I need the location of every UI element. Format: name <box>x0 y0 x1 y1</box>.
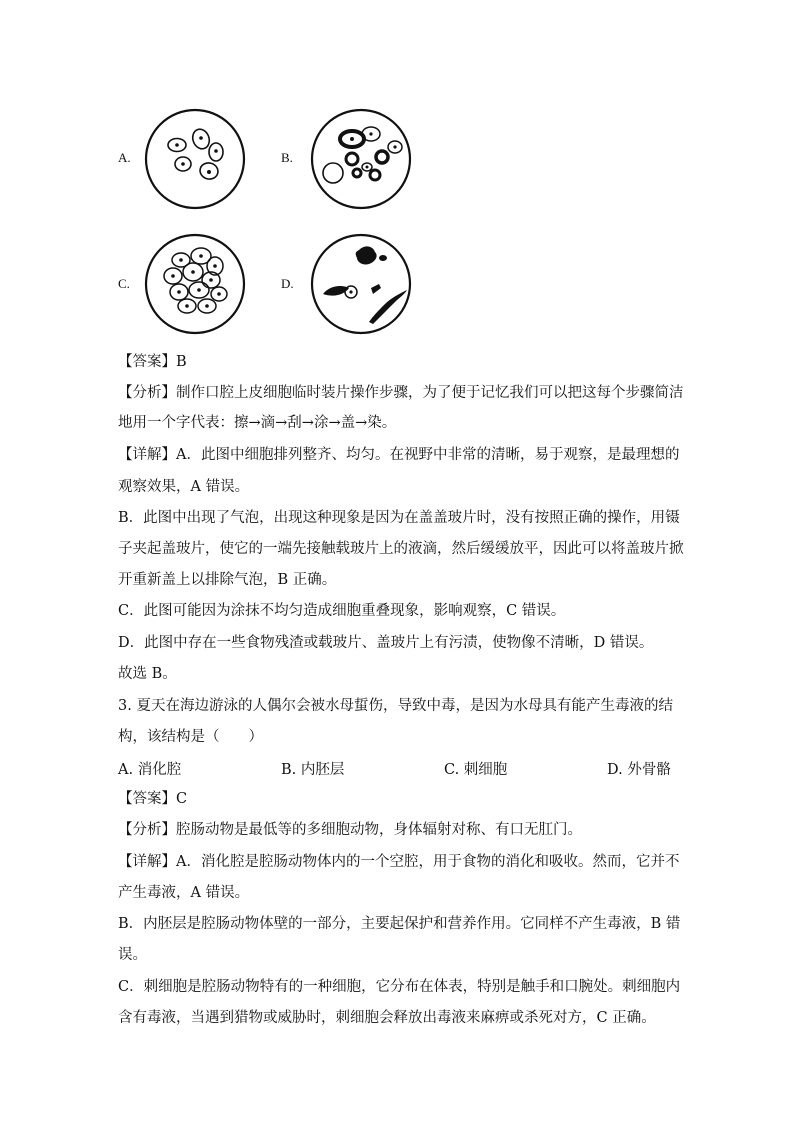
q2-detail-d: D．此图中存在一些食物残渣或载玻片、盖玻片上有污渍，使物像不清晰，D 错误。 <box>118 635 654 651</box>
q3-stem-line-1: 3. 夏天在海边游泳的人偶尔会被水母蜇伤，导致中毒，是因为水母具有能产生毒液的结 <box>118 698 673 714</box>
q3-choice-d: D. 外骨骼 <box>607 762 671 778</box>
q2-detail-c: C．此图可能因为涂抹不均匀造成细胞重叠现象，影响观察，C 错误。 <box>118 603 566 619</box>
q3-detail-b-line-1: B．内胚层是腔肠动物体壁的一部分，主要起保护和营养作用。它同样不产生毒液，B 错 <box>118 916 681 932</box>
option-a-label: A. <box>118 150 131 165</box>
microscope-view-d <box>309 232 413 336</box>
q3-detail-c-line-2: 含有毒液，当遇到猎物或威胁时，刺细胞会释放出毒液来麻痹或杀死对方，C 正确。 <box>118 1010 656 1026</box>
q3-stem-line-2: 构，该结构是（ ） <box>118 729 263 745</box>
q2-answer: 【答案】B <box>118 354 187 370</box>
q2-analysis-line-2: 地用一个字代表：擦→滴→刮→涂→盖→染。 <box>118 415 397 431</box>
q3-analysis: 【分析】腔肠动物是最低等的多细胞动物，身体辐射对称、有口无肛门。 <box>118 822 582 838</box>
q2-conclusion: 故选 B。 <box>118 666 177 682</box>
q3-detail-a-line-2: 产生毒液，A 错误。 <box>118 885 250 901</box>
microscope-view-a <box>143 107 247 211</box>
q3-choice-c: C. 刺细胞 <box>444 762 508 778</box>
q2-detail-b-line-1: B．此图中出现了气泡，出现这种现象是因为在盖盖玻片时，没有按照正确的操作，用镊 <box>118 510 680 526</box>
q3-detail-c-line-1: C．刺细胞是腔肠动物特有的一种细胞，它分布在体表，特别是触手和口腕处。刺细胞内 <box>118 979 681 995</box>
q3-answer: 【答案】C <box>118 791 188 807</box>
q2-detail-b-line-2: 子夹起盖玻片，使它的一端先接触载玻片上的液滴，然后缓缓放平，因此可以将盖玻片掀 <box>118 541 684 557</box>
q2-detail-a-line-2: 观察效果，A 错误。 <box>118 479 250 495</box>
q3-detail-a-line-1: 【详解】A．消化腔是腔肠动物体内的一个空腔，用于食物的消化和吸收。然而，它并不 <box>118 854 680 870</box>
q2-detail-b-line-3: 开重新盖上以排除气泡，B 正确。 <box>118 572 337 588</box>
q3-choice-a: A. 消化腔 <box>118 762 182 778</box>
q2-analysis-line-1: 【分析】制作口腔上皮细胞临时装片操作步骤，为了便于记忆我们可以把这每个步骤简洁 <box>118 385 684 401</box>
q2-detail-a-line-1: 【详解】A．此图中细胞排列整齐、均匀。在视野中非常的清晰，易于观察，是最理想的 <box>118 447 680 463</box>
microscope-view-b <box>309 107 413 211</box>
option-b-label: B. <box>281 150 293 165</box>
microscope-view-c <box>143 232 247 336</box>
option-c-label: C. <box>118 276 130 291</box>
q3-detail-b-line-2: 误。 <box>118 947 147 963</box>
option-d-label: D. <box>281 276 294 291</box>
q3-choice-b: B. 内胚层 <box>281 762 345 778</box>
